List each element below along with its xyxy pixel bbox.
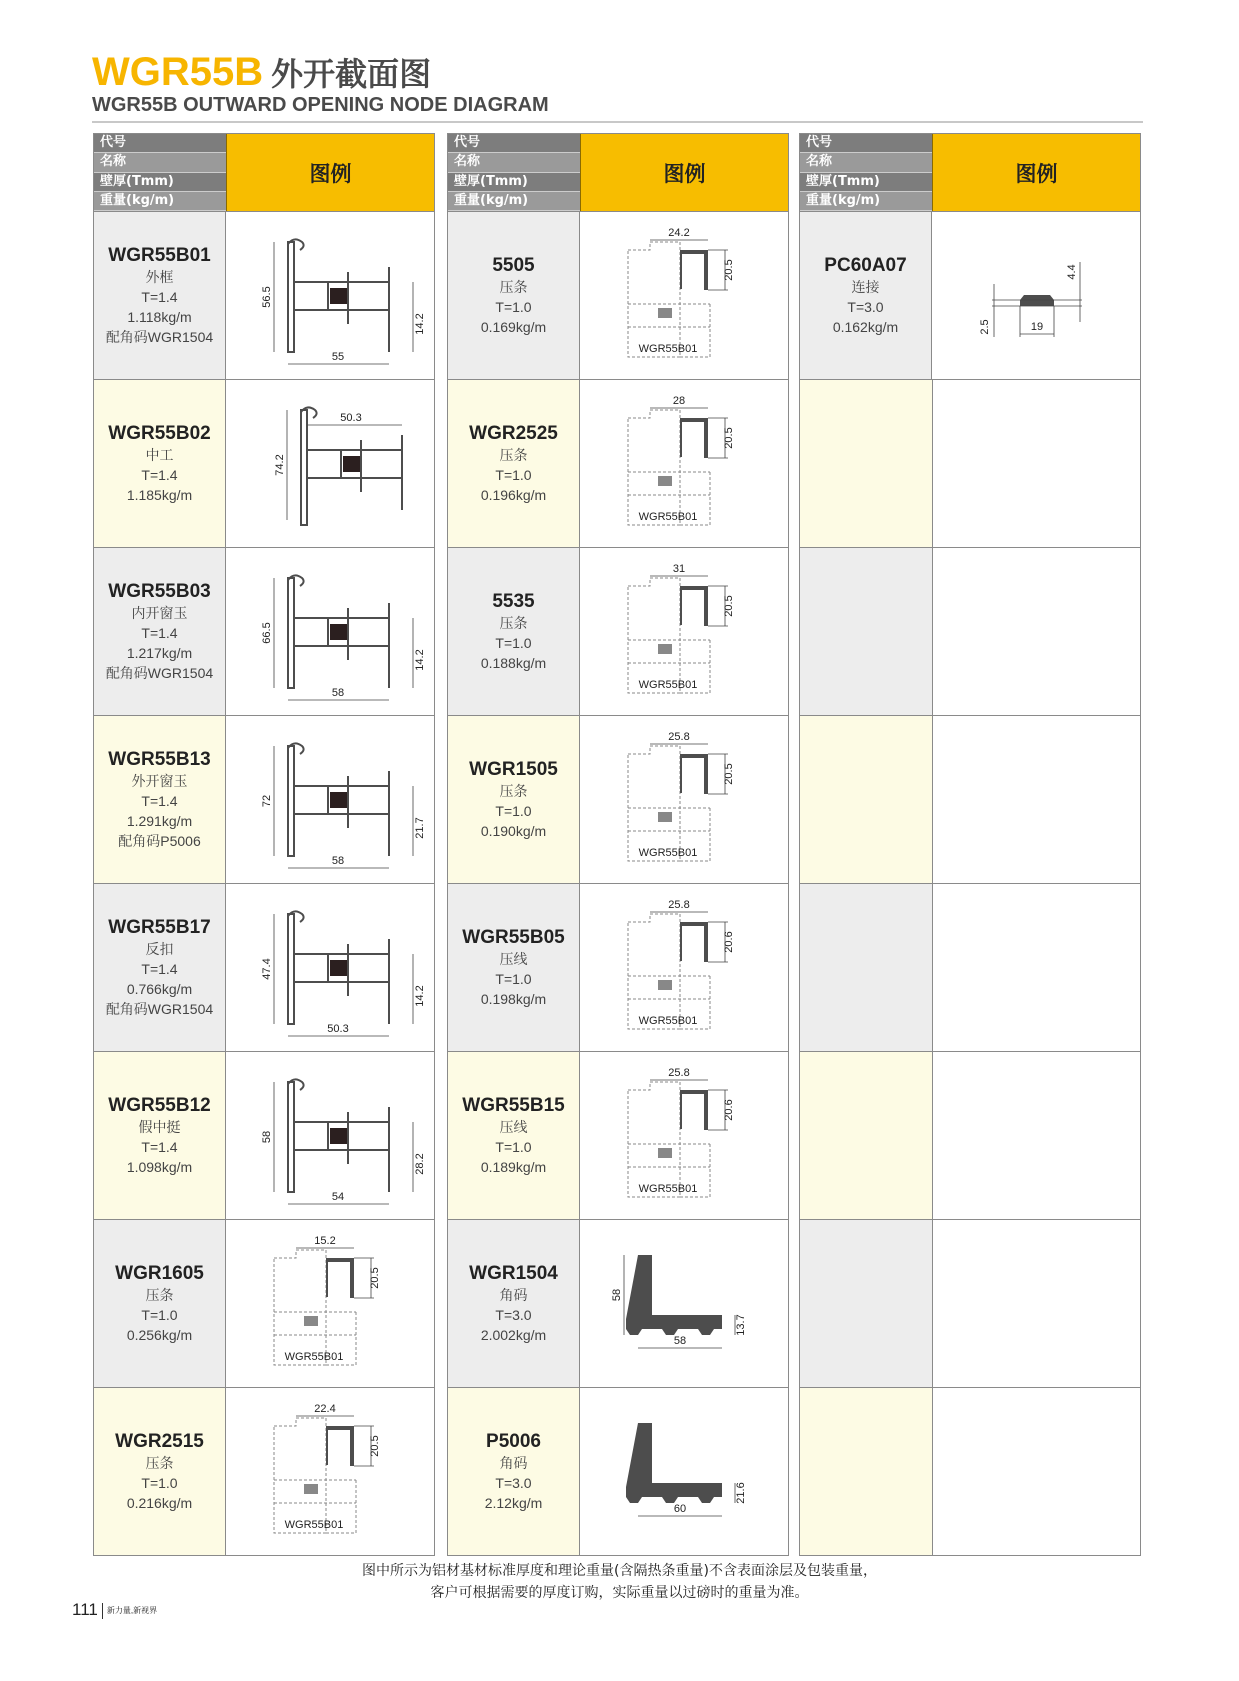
profile-code: 5505 bbox=[492, 254, 535, 276]
thermal-break bbox=[330, 1128, 348, 1144]
profile-diagram bbox=[226, 212, 434, 379]
ghost-frame-outline bbox=[628, 242, 680, 357]
profile-info bbox=[800, 884, 933, 1051]
profile-info bbox=[448, 1220, 580, 1387]
page-number: 111 bbox=[72, 1600, 98, 1619]
profile-table-1 bbox=[93, 133, 435, 1556]
dimension-label: 50.3 bbox=[340, 412, 362, 424]
table-row bbox=[800, 379, 1140, 547]
profile-diagram bbox=[226, 884, 434, 1051]
profile-code: WGR2515 bbox=[115, 1430, 204, 1452]
thermal-break bbox=[304, 1316, 318, 1326]
profile-diagram bbox=[580, 548, 788, 715]
dimension-label: 13.7 bbox=[735, 1314, 747, 1336]
dimension-label-height: 20.6 bbox=[723, 1099, 735, 1121]
profile-name: 连接 bbox=[851, 278, 880, 295]
profile-info bbox=[448, 548, 580, 715]
dimension-label-width: 24.2 bbox=[668, 227, 690, 239]
table-row bbox=[448, 379, 788, 547]
profile-diagram bbox=[580, 716, 788, 883]
ghost-frame-outline bbox=[628, 914, 680, 1029]
unit-weight: 0.256kg/m bbox=[126, 1326, 193, 1343]
unit-weight: 0.196kg/m bbox=[480, 486, 547, 503]
unit-weight: 0.169kg/m bbox=[480, 318, 547, 335]
profile-name: 中工 bbox=[145, 446, 174, 463]
bead-profile bbox=[680, 586, 708, 626]
profile-hook bbox=[301, 407, 317, 418]
profile-hook bbox=[288, 1079, 304, 1090]
dimension-label: 14.2 bbox=[414, 985, 426, 1007]
header-labels bbox=[94, 134, 226, 211]
profile-info bbox=[800, 1388, 933, 1555]
profile-code: WGR1505 bbox=[469, 758, 558, 780]
table-row bbox=[94, 211, 434, 379]
profile-name: 压线 bbox=[499, 950, 528, 967]
profile-name: 压条 bbox=[499, 278, 528, 295]
header-label: 重量(kg/m) bbox=[94, 192, 226, 211]
dimension-label: 19 bbox=[1030, 321, 1044, 333]
footer-slogan: 新力量,新视界 bbox=[106, 1606, 158, 1616]
table-row bbox=[448, 715, 788, 883]
thermal-break bbox=[304, 1484, 318, 1494]
profile-diagram bbox=[580, 1388, 788, 1555]
wall-thickness: T=3.0 bbox=[495, 1474, 532, 1491]
unit-weight: 1.185kg/m bbox=[126, 486, 193, 503]
table-row bbox=[94, 1219, 434, 1387]
profile-info bbox=[800, 716, 933, 883]
dimension-label: 28.2 bbox=[414, 1153, 426, 1175]
table-row bbox=[94, 883, 434, 1051]
profile-info bbox=[94, 548, 226, 715]
bead-profile bbox=[680, 754, 708, 794]
wall-thickness: T=3.0 bbox=[847, 298, 884, 315]
table-header bbox=[448, 134, 788, 211]
header-label: 代号 bbox=[448, 134, 580, 153]
wall-thickness: T=1.0 bbox=[495, 802, 532, 819]
bead-profile bbox=[680, 250, 708, 290]
ghost-frame-outline bbox=[628, 1082, 680, 1197]
dimension-label-width: 15.2 bbox=[314, 1235, 336, 1247]
dimension-label-height: 20.5 bbox=[723, 259, 735, 281]
page-title bbox=[92, 50, 431, 96]
bead-profile bbox=[326, 1426, 354, 1466]
dimension-label: 72 bbox=[261, 794, 273, 808]
unit-weight: 0.216kg/m bbox=[126, 1494, 193, 1511]
table-row bbox=[94, 379, 434, 547]
profile-name: 压线 bbox=[499, 1118, 528, 1135]
thermal-break bbox=[658, 308, 672, 318]
section-drawing bbox=[226, 548, 434, 714]
section-drawing bbox=[580, 380, 788, 546]
wall-thickness: T=1.0 bbox=[495, 466, 532, 483]
profile-diagram bbox=[932, 212, 1140, 379]
wall-thickness: T=1.4 bbox=[141, 466, 178, 483]
profile-name: 反扣 bbox=[145, 940, 174, 957]
dimension-label: 47.4 bbox=[261, 958, 273, 980]
unit-weight: 2.002kg/m bbox=[480, 1326, 547, 1343]
section-drawing bbox=[226, 212, 434, 378]
title-en: WGR55B bbox=[92, 50, 264, 94]
ghost-frame-outline bbox=[274, 1418, 326, 1533]
dimension-label: 55 bbox=[331, 351, 345, 363]
section-drawing bbox=[226, 716, 434, 882]
profile-info bbox=[448, 1052, 580, 1219]
wall-thickness: T=1.0 bbox=[495, 1138, 532, 1155]
dimension-label: 58 bbox=[611, 1288, 623, 1302]
corner-key-ref: 配角码P5006 bbox=[118, 832, 201, 849]
unit-weight: 1.291kg/m bbox=[126, 812, 193, 829]
profile-name: 假中挺 bbox=[138, 1118, 181, 1135]
table-row bbox=[800, 1219, 1140, 1387]
dimension-label-height: 20.5 bbox=[369, 1267, 381, 1289]
profile-info bbox=[448, 884, 580, 1051]
profile-diagram bbox=[226, 548, 434, 715]
wall-thickness: T=1.4 bbox=[141, 288, 178, 305]
unit-weight: 0.189kg/m bbox=[480, 1158, 547, 1175]
dimension-label: 4.4 bbox=[1066, 264, 1078, 280]
thermal-break bbox=[658, 812, 672, 822]
thermal-break bbox=[330, 960, 348, 976]
section-drawing bbox=[580, 884, 788, 1050]
reference-profile-label: WGR55B01 bbox=[638, 343, 698, 355]
profile-name: 压条 bbox=[499, 446, 528, 463]
profile-code: WGR55B01 bbox=[108, 244, 211, 266]
connector-profile bbox=[1020, 295, 1054, 306]
table-body bbox=[800, 211, 1140, 1555]
profile-name: 内开窗玉 bbox=[131, 604, 188, 621]
wall-thickness: T=1.4 bbox=[141, 1138, 178, 1155]
wall-thickness: T=3.0 bbox=[495, 1306, 532, 1323]
thermal-break bbox=[658, 644, 672, 654]
thermal-break bbox=[658, 1148, 672, 1158]
note-line-2: 客户可根据需要的厚度订购，实际重量以过磅时的重量为准。 bbox=[430, 1585, 809, 1601]
header-label: 壁厚(Tmm) bbox=[448, 173, 580, 192]
note-line-1: 图中所示为铝材基材标准厚度和理论重量(含隔热条重量)不含表面涂层及包装重量， bbox=[362, 1563, 877, 1579]
profile-code: WGR55B05 bbox=[462, 926, 565, 948]
dimension-label: 74.2 bbox=[274, 454, 286, 476]
table-row bbox=[800, 547, 1140, 715]
dimension-label-width: 25.8 bbox=[668, 899, 690, 911]
table-row bbox=[94, 1387, 434, 1555]
profile-info bbox=[448, 1388, 580, 1555]
table-row bbox=[448, 883, 788, 1051]
profile-code: WGR55B12 bbox=[108, 1094, 211, 1116]
profile-code: WGR1504 bbox=[469, 1262, 558, 1284]
header-legend: 图例 bbox=[226, 134, 434, 211]
profile-name: 压条 bbox=[145, 1286, 174, 1303]
wall-thickness: T=1.4 bbox=[141, 792, 178, 809]
title-cn: 外开截面图 bbox=[271, 55, 432, 93]
profile-hook bbox=[288, 911, 304, 922]
section-drawing bbox=[580, 1052, 788, 1218]
header-label: 代号 bbox=[800, 134, 932, 153]
unit-weight: 0.766kg/m bbox=[126, 980, 193, 997]
unit-weight: 0.162kg/m bbox=[832, 318, 899, 335]
table-row bbox=[800, 211, 1140, 379]
section-drawing bbox=[580, 548, 788, 714]
table-row bbox=[94, 1051, 434, 1219]
profile-code: PC60A07 bbox=[824, 254, 907, 276]
ghost-frame-outline bbox=[274, 1250, 326, 1365]
ghost-frame-outline bbox=[628, 746, 680, 861]
dimension-label: 50.3 bbox=[327, 1023, 349, 1035]
unit-weight: 1.098kg/m bbox=[126, 1158, 193, 1175]
dimension-label: 60 bbox=[673, 1503, 687, 1515]
profile-diagram bbox=[580, 380, 788, 547]
thermal-break bbox=[330, 288, 348, 304]
header-legend: 图例 bbox=[932, 134, 1140, 211]
table-row bbox=[94, 547, 434, 715]
profile-diagram bbox=[226, 1220, 434, 1387]
dimension-label: 56.5 bbox=[261, 286, 273, 308]
corner-key-ref: 配角码WGR1504 bbox=[105, 328, 214, 345]
profile-hook bbox=[288, 743, 304, 754]
thermal-break bbox=[330, 624, 348, 640]
profile-diagram bbox=[933, 884, 1140, 1051]
profile-code: WGR55B15 bbox=[462, 1094, 565, 1116]
profile-info bbox=[800, 380, 933, 547]
dimension-label: 58 bbox=[673, 1335, 687, 1347]
header-label: 名称 bbox=[448, 153, 580, 172]
profile-hook bbox=[288, 239, 304, 250]
bead-profile bbox=[326, 1258, 354, 1298]
profile-code: WGR1605 bbox=[115, 1262, 204, 1284]
profile-info bbox=[94, 884, 226, 1051]
profile-info bbox=[94, 1052, 226, 1219]
unit-weight: 0.188kg/m bbox=[480, 654, 547, 671]
reference-profile-label: WGR55B01 bbox=[638, 511, 698, 523]
profile-hook bbox=[288, 575, 304, 586]
table-row bbox=[94, 715, 434, 883]
reference-profile-label: WGR55B01 bbox=[284, 1351, 344, 1363]
page-footer bbox=[72, 1600, 157, 1620]
unit-weight: 1.217kg/m bbox=[126, 644, 193, 661]
unit-weight: 0.190kg/m bbox=[480, 822, 547, 839]
section-drawing bbox=[932, 212, 1140, 378]
table-row bbox=[448, 547, 788, 715]
profile-diagram bbox=[580, 884, 788, 1051]
table-header bbox=[800, 134, 1140, 211]
bead-profile bbox=[680, 418, 708, 458]
section-drawing bbox=[580, 1220, 788, 1386]
table-row bbox=[448, 1051, 788, 1219]
thermal-break bbox=[343, 456, 361, 472]
header-label: 重量(kg/m) bbox=[800, 192, 932, 211]
profile-info bbox=[94, 1388, 226, 1555]
dimension-label-height: 20.5 bbox=[723, 595, 735, 617]
profile-code: WGR2525 bbox=[469, 422, 558, 444]
thermal-break bbox=[658, 476, 672, 486]
unit-weight: 0.198kg/m bbox=[480, 990, 547, 1007]
profile-diagram bbox=[580, 1052, 788, 1219]
unit-weight: 2.12kg/m bbox=[484, 1494, 543, 1511]
table-body bbox=[94, 211, 434, 1555]
profile-info bbox=[800, 548, 933, 715]
page-subtitle: WGR55B OUTWARD OPENING NODE DIAGRAM bbox=[92, 94, 549, 116]
ghost-frame-outline bbox=[628, 578, 680, 693]
dimension-label-height: 20.6 bbox=[723, 931, 735, 953]
wall-thickness: T=1.0 bbox=[495, 298, 532, 315]
unit-weight: 1.118kg/m bbox=[127, 308, 192, 325]
profile-info bbox=[94, 212, 226, 379]
wall-thickness: T=1.0 bbox=[141, 1474, 178, 1491]
dimension-label: 14.2 bbox=[414, 313, 426, 335]
footer-divider bbox=[102, 1603, 103, 1619]
table-row bbox=[800, 883, 1140, 1051]
wall-thickness: T=1.0 bbox=[141, 1306, 178, 1323]
wall-thickness: T=1.0 bbox=[495, 634, 532, 651]
profile-code: WGR55B03 bbox=[108, 580, 211, 602]
dimension-label-width: 31 bbox=[672, 563, 686, 575]
profile-diagram bbox=[226, 716, 434, 883]
profile-info bbox=[94, 380, 226, 547]
profile-diagram bbox=[226, 380, 434, 547]
profile-diagram bbox=[226, 1052, 434, 1219]
wall-thickness: T=1.4 bbox=[141, 624, 178, 641]
section-drawing bbox=[580, 1388, 788, 1554]
dimension-label-width: 25.8 bbox=[668, 1067, 690, 1079]
profile-info bbox=[800, 1220, 933, 1387]
ghost-frame-outline bbox=[628, 410, 680, 525]
corner-key-ref: 配角码WGR1504 bbox=[105, 664, 214, 681]
dimension-label-width: 25.8 bbox=[668, 731, 690, 743]
header-label: 名称 bbox=[94, 153, 226, 172]
profile-diagram bbox=[580, 1220, 788, 1387]
wall-thickness: T=1.0 bbox=[495, 970, 532, 987]
profile-table-2 bbox=[447, 133, 789, 1556]
dimension-label: 54 bbox=[331, 1191, 345, 1203]
dimension-label: 66.5 bbox=[261, 622, 273, 644]
reference-profile-label: WGR55B01 bbox=[284, 1519, 344, 1531]
dimension-label-width: 22.4 bbox=[314, 1403, 336, 1415]
dimension-label-height: 20.5 bbox=[723, 763, 735, 785]
profile-code: WGR55B02 bbox=[108, 422, 211, 444]
section-drawing bbox=[226, 1052, 434, 1218]
profile-table-3 bbox=[799, 133, 1141, 1556]
table-row bbox=[800, 1387, 1140, 1555]
corner-key-ref: 配角码WGR1504 bbox=[105, 1000, 214, 1017]
profile-name: 角码 bbox=[499, 1454, 528, 1471]
profile-diagram bbox=[933, 1388, 1140, 1555]
dimension-label: 58 bbox=[331, 687, 345, 699]
profile-diagram bbox=[580, 212, 788, 379]
profile-diagram bbox=[933, 716, 1140, 883]
dimension-label-width: 28 bbox=[672, 395, 686, 407]
table-row bbox=[448, 211, 788, 379]
profile-name: 外开窗玉 bbox=[131, 772, 188, 789]
profile-code: WGR55B13 bbox=[108, 748, 211, 770]
profile-info bbox=[800, 212, 932, 379]
profile-info bbox=[448, 380, 580, 547]
reference-profile-label: WGR55B01 bbox=[638, 847, 698, 859]
profile-info bbox=[448, 212, 580, 379]
corner-key-profile bbox=[626, 1255, 722, 1335]
header-label: 壁厚(Tmm) bbox=[94, 173, 226, 192]
header-labels bbox=[448, 134, 580, 211]
section-drawing bbox=[226, 884, 434, 1050]
wall-thickness: T=1.4 bbox=[141, 960, 178, 977]
profile-name: 角码 bbox=[499, 1286, 528, 1303]
table-row bbox=[448, 1219, 788, 1387]
profile-diagram bbox=[933, 1052, 1140, 1219]
header-label: 壁厚(Tmm) bbox=[800, 173, 932, 192]
profile-diagram bbox=[226, 1388, 434, 1555]
thermal-break bbox=[658, 980, 672, 990]
profile-code: 5535 bbox=[492, 590, 535, 612]
section-drawing bbox=[226, 1220, 434, 1386]
profile-info bbox=[94, 716, 226, 883]
header-legend: 图例 bbox=[580, 134, 788, 211]
header-label: 重量(kg/m) bbox=[448, 192, 580, 211]
profile-code: WGR55B17 bbox=[108, 916, 211, 938]
profile-diagram bbox=[933, 380, 1140, 547]
header-labels bbox=[800, 134, 932, 211]
profile-name: 外框 bbox=[145, 268, 174, 285]
table-row bbox=[448, 1387, 788, 1555]
header-label: 名称 bbox=[800, 153, 932, 172]
reference-profile-label: WGR55B01 bbox=[638, 1015, 698, 1027]
profile-info bbox=[94, 1220, 226, 1387]
dimension-label-height: 20.5 bbox=[369, 1435, 381, 1457]
section-drawing bbox=[580, 716, 788, 882]
dimension-label: 2.5 bbox=[979, 319, 991, 335]
profile-name: 压条 bbox=[499, 614, 528, 631]
dimension-label: 21.6 bbox=[735, 1482, 747, 1504]
profile-name: 压条 bbox=[499, 782, 528, 799]
header-label: 代号 bbox=[94, 134, 226, 153]
table-row bbox=[800, 715, 1140, 883]
reference-profile-label: WGR55B01 bbox=[638, 679, 698, 691]
profile-diagram bbox=[933, 1220, 1140, 1387]
profile-diagram bbox=[933, 548, 1140, 715]
section-drawing bbox=[226, 1388, 434, 1554]
thermal-break bbox=[330, 792, 348, 808]
dimension-label: 58 bbox=[331, 855, 345, 867]
profile-name: 压条 bbox=[145, 1454, 174, 1471]
corner-key-profile bbox=[626, 1423, 722, 1503]
table-body bbox=[448, 211, 788, 1555]
title-divider bbox=[92, 121, 1143, 123]
section-drawing bbox=[226, 380, 434, 546]
section-drawing bbox=[580, 212, 788, 378]
dimension-label-height: 20.5 bbox=[723, 427, 735, 449]
profile-code: P5006 bbox=[486, 1430, 541, 1452]
dimension-label: 14.2 bbox=[414, 649, 426, 671]
profile-info bbox=[800, 1052, 933, 1219]
bead-profile bbox=[680, 922, 708, 962]
dimension-label: 58 bbox=[261, 1130, 273, 1144]
dimension-label: 21.7 bbox=[414, 817, 426, 839]
bead-profile bbox=[680, 1090, 708, 1130]
profile-info bbox=[448, 716, 580, 883]
table-row bbox=[800, 1051, 1140, 1219]
reference-profile-label: WGR55B01 bbox=[638, 1183, 698, 1195]
table-header bbox=[94, 134, 434, 211]
